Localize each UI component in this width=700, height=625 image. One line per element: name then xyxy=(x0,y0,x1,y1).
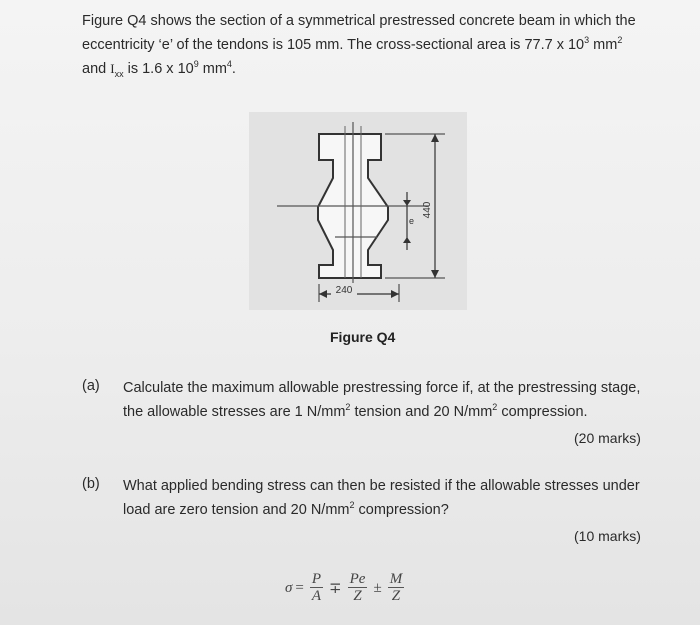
question-a-label: (a) xyxy=(82,378,100,394)
width-arrow-right xyxy=(391,290,399,298)
question-b-line-2: load are zero tension and 20 $N/mm^2$ compression? xyxy=(123,500,449,518)
beam-section-figure xyxy=(249,112,467,310)
formula-term-p-a: $\frac{P}{A}$ xyxy=(311,571,322,604)
question-a-marks: (20 marks) xyxy=(574,430,641,446)
beam-cross-section-drawing xyxy=(249,112,467,310)
question-b-label: (b) xyxy=(82,476,100,492)
formula-equals: = xyxy=(295,579,304,596)
question-a-text xyxy=(123,376,643,424)
ecc-arrow-top xyxy=(403,200,411,206)
width-arrow-left xyxy=(319,290,327,298)
height-arrow-bottom xyxy=(431,270,439,278)
intro-line-2: eccentricity ‘e’ of the tendons is 105 mm. The cross-sectional area is 77.7 x $10^3$ $mm^2$ xyxy=(82,34,623,53)
question-b-line-1: What applied bending stress can then be resisted if the allowable stresses under xyxy=(123,478,640,494)
height-label: 440 xyxy=(422,201,433,219)
stress-formula xyxy=(285,572,407,604)
ecc-label: e xyxy=(409,216,415,226)
intro-line-1: Figure Q4 shows the section of a symmetrical prestressed concrete beam in which the xyxy=(82,13,636,29)
formula-term-pe-z: $\frac{Pe}{Z}$ xyxy=(349,571,366,604)
question-b-marks: (10 marks) xyxy=(574,528,641,544)
ecc-arrow-bottom xyxy=(403,237,411,243)
height-arrow-top xyxy=(431,134,439,142)
problem-statement xyxy=(82,10,642,86)
formula-term-m-z: $\frac{M}{Z}$ xyxy=(389,571,403,604)
question-a-line-1: Calculate the maximum allowable prestressing force if, at the prestressing stage, xyxy=(123,380,641,396)
formula-sigma: σ xyxy=(285,579,293,596)
width-label: 240 xyxy=(335,285,353,296)
question-b-text xyxy=(123,474,643,522)
intro-line-3: and $I_{xx}$ is 1.6 x $10^9$ $mm^4$. xyxy=(82,59,236,79)
formula-op-plus-minus: ± xyxy=(373,579,382,596)
question-a-line-2: the allowable stresses are 1 $N/mm^2$ tension and 20 $N/mm^2$ compression. xyxy=(123,402,588,420)
figure-caption: Figure Q4 xyxy=(330,329,396,345)
formula-op-minus-plus: ∓ xyxy=(329,580,342,597)
